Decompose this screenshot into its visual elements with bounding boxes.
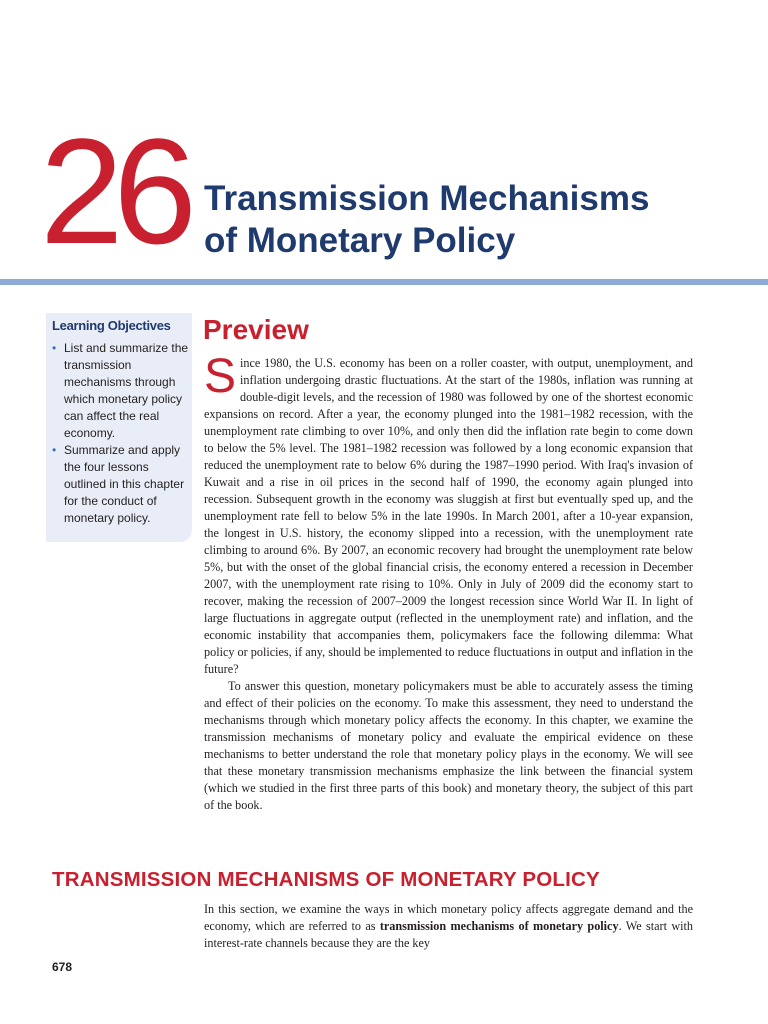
section-text-after: . We start with interest-rate channels because they are the key — [204, 919, 693, 950]
section-text-before: In this section, we examine the ways in which monetary policy affects aggregate demand and the economy, which are referred to as — [204, 902, 693, 933]
chapter-number: 26 — [40, 107, 187, 275]
preview-heading: Preview — [203, 314, 309, 345]
learning-objective-item: • Summarize and apply the four lessons outlined in this chapter for the conduct of monetary policy. — [52, 442, 190, 527]
drop-cap: S — [204, 350, 237, 403]
learning-objectives-title: Learning Objectives — [52, 318, 171, 333]
section-body — [204, 901, 693, 952]
page-number: 678 — [52, 960, 73, 974]
preview-paragraph-1 — [204, 350, 693, 678]
learning-objective-item: • List and summarize the transmission mechanisms through which monetary policy can affect the real economy. — [52, 340, 190, 442]
chapter-divider — [0, 279, 768, 285]
chapter-title-line2: of Monetary Policy — [204, 221, 516, 260]
learning-objectives-list — [52, 340, 190, 527]
section-paragraph — [204, 901, 693, 952]
preview-paragraph-1-text: ince 1980, the U.S. economy has been on a roller coaster, with output, unemployment, and inflation undergoing drastic fluctuations. At the start of the 1980s, inflation was running at double-digit levels, and the recession of 1980 was followed by one of the shortest economic expansions on record. After a year, the economy plunged into the 1981–1982 recession, with the unemployment rate climbing to over 10%, and only then did the inflation rate begin to come down to below the 5% level. The 1981–1982 recession was followed by a long economic expansion that reduced the unemployment rate to below 6% during the 1987–1990 period. With Iraq's invasion of Kuwait and a rise in oil prices in the second half of 1990, the economy again plunged into recession. Subsequent growth in the economy was sluggish at first but eventually sped up, and the unemployment rate fell to below 5% in the late 1990s. In March 2001, after a 10-year expansion, the longest in U.S. history, the economy slipped into a recession, with the unemployment rate climbing to around 6%. By 2007, an economic recovery had brought the unemployment rate below 5%, but with the onset of the global financial crisis, the economy entered a recession in December 2007, with the unemployment rate rising to 10%. Only in July of 2009 did the economy start to recover, making the recession of 2007–2009 the longest recession since World War II. In light of large fluctuations in aggregate output (reflected in the unemployment rate) and inflation, and the economic instability that accompanies them, policymakers face the following dilemma: What policy or policies, if any, should be implemented to reduce fluctuations in output and inflation in the future? — [204, 356, 693, 676]
preview-body — [204, 350, 693, 814]
preview-paragraph-2: To answer this question, monetary policymakers must be able to accurately assess the timing and effect of their policies on the economy. To make this assessment, they need to understand the mechanisms through which monetary policy affects the economy. In this chapter, we examine the transmission mechanisms of monetary policy and evaluate the empirical evidence on these mechanisms to better understand the role that monetary policy plays in the economy. We will see that these monetary transmission mechanisms emphasize the link between the financial system (which we studied in the first three parts of this book) and monetary theory, the subject of this part of the book. — [204, 679, 693, 812]
key-term: transmission mechanisms of monetary policy — [379, 919, 619, 933]
chapter-title — [204, 178, 744, 262]
chapter-title-line1: Transmission Mechanisms — [204, 179, 650, 218]
section-heading: TRANSMISSION MECHANISMS OF MONETARY POLICY — [52, 868, 600, 891]
